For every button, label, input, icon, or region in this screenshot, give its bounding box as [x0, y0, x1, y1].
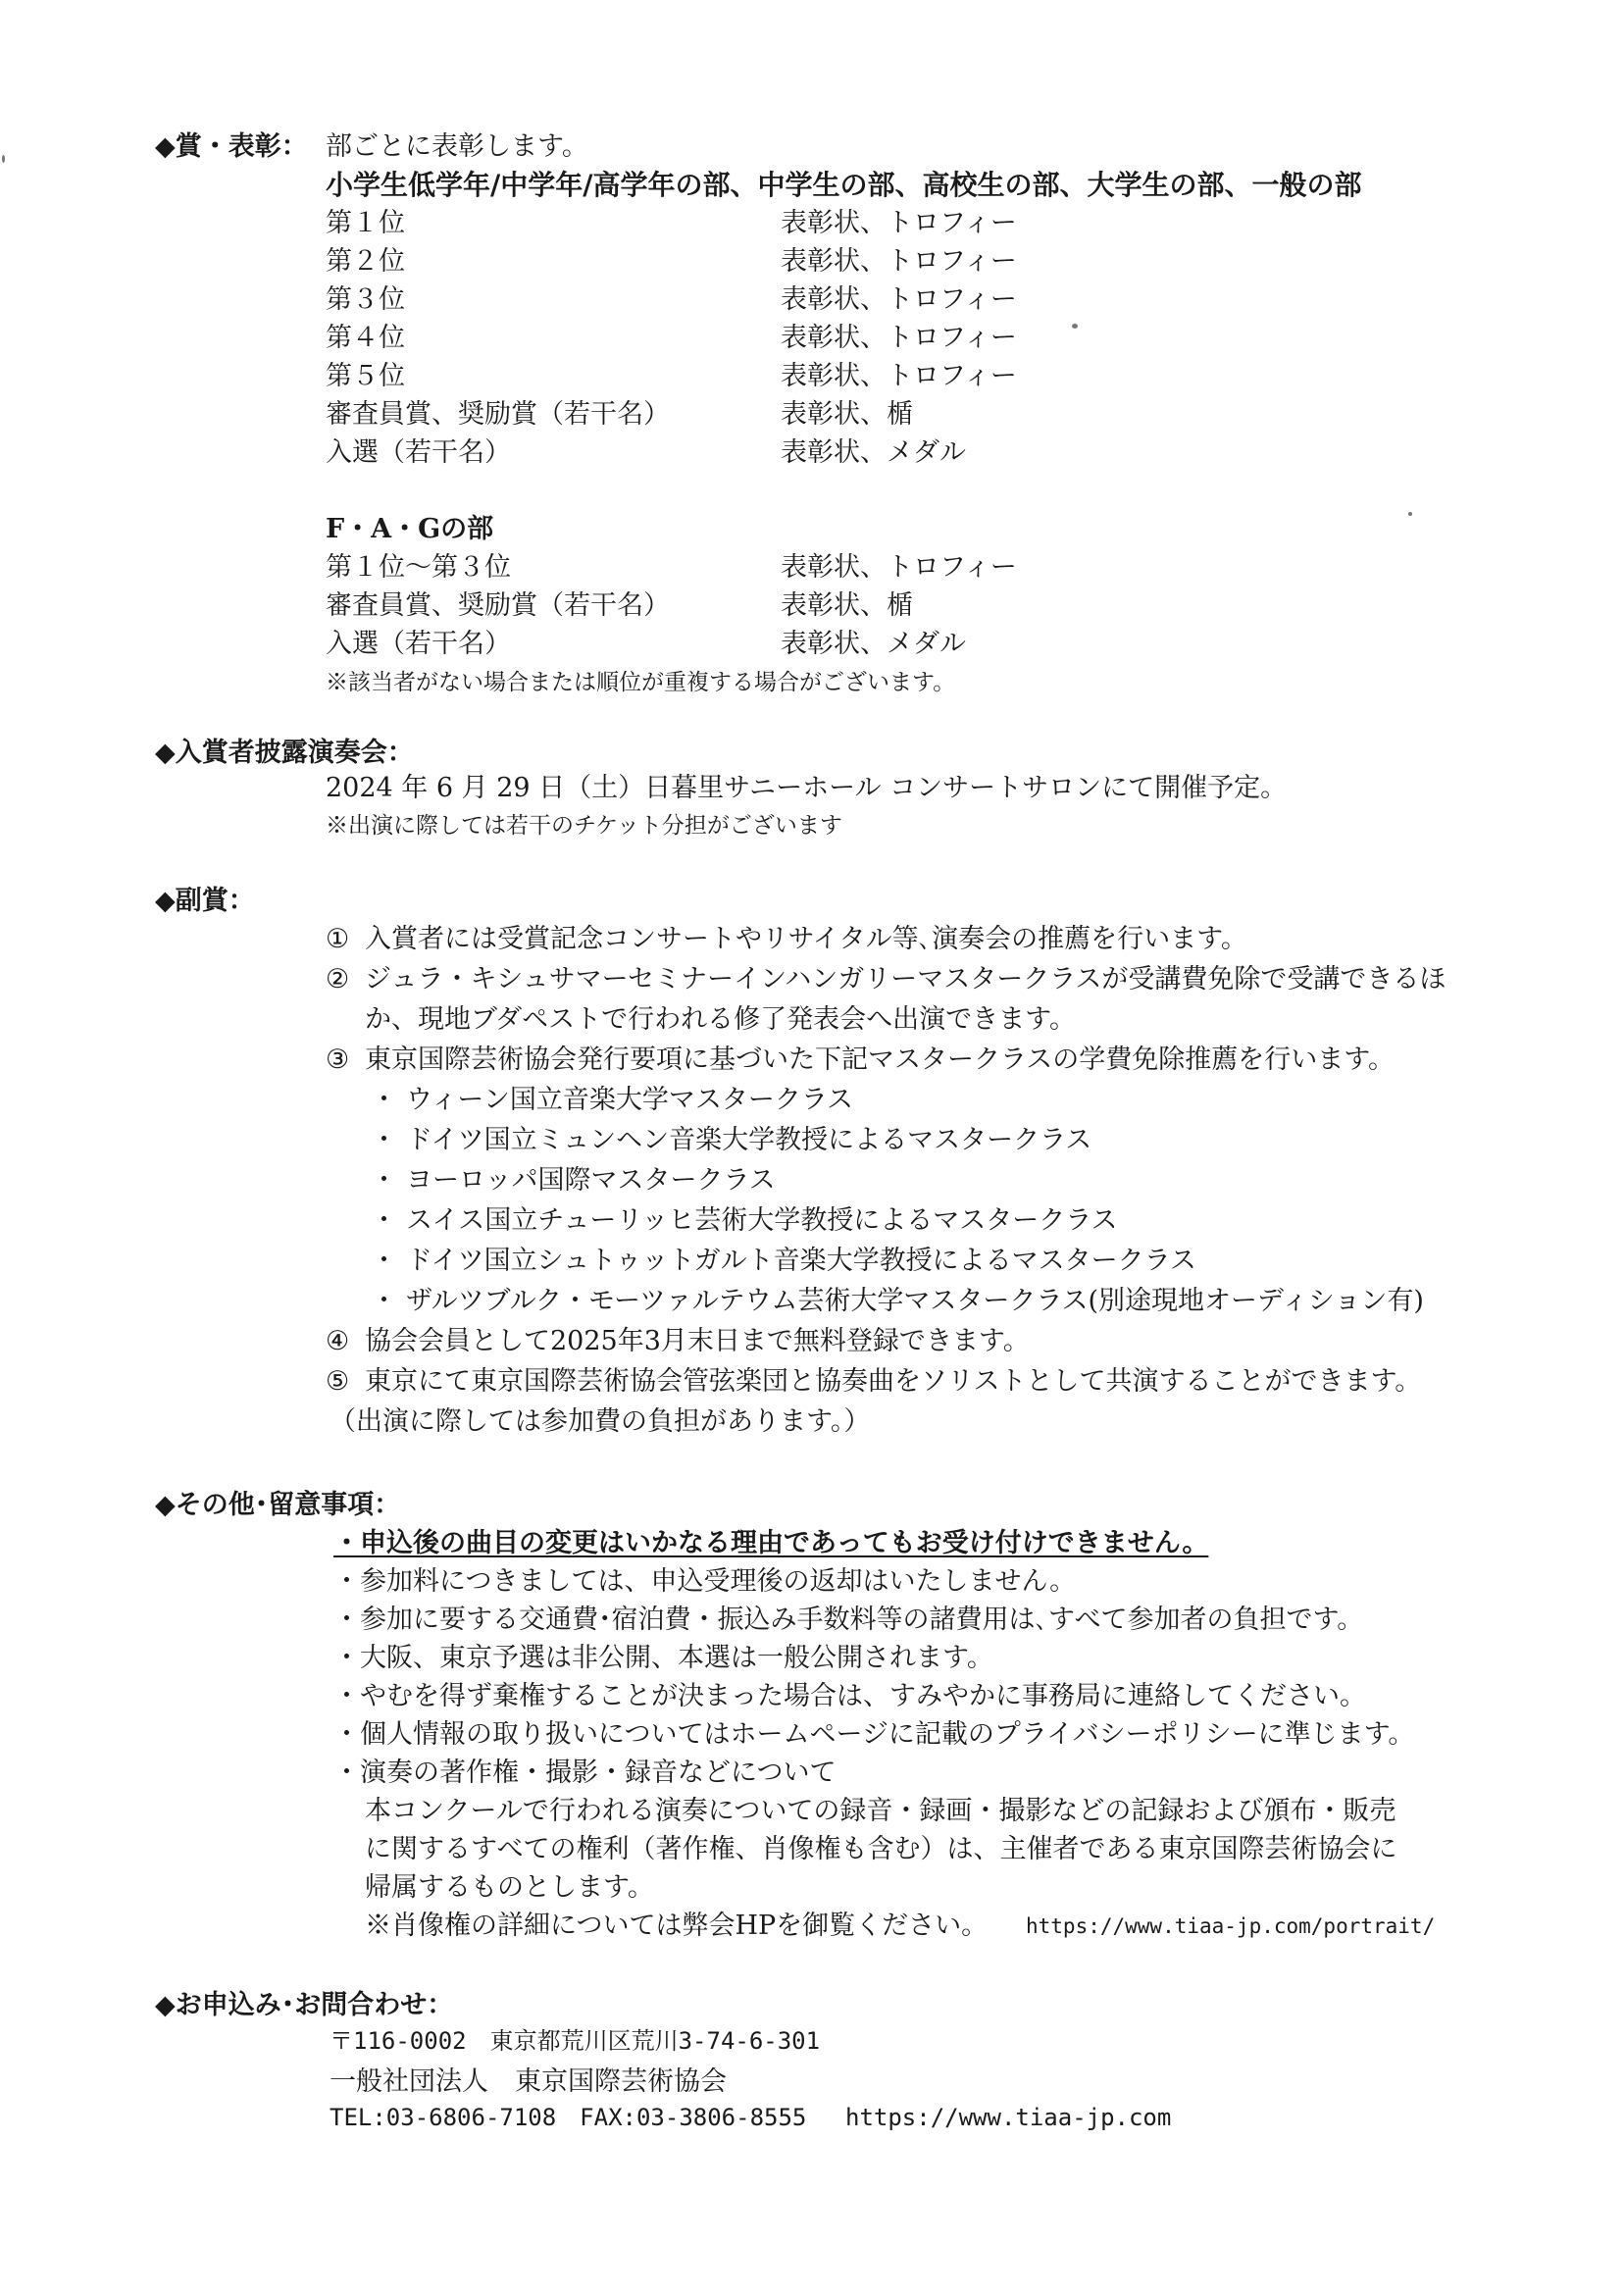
notice-item: ・個人情報の取り扱いについてはホームページに記載のプライバシーポリシーに準じます。 [333, 1719, 1415, 1750]
bullet: ・ [371, 1246, 397, 1276]
scan-speck [1408, 512, 1412, 516]
award-prize: 表彰状、トロフィー [781, 361, 1017, 391]
notice-item: ・大阪、東京予選は非公開、本選は一般公開されます。 [333, 1643, 993, 1673]
masterclass-item: ドイツ国立ミュンヘン音楽大学教授によるマスタークラス [406, 1125, 1092, 1155]
bullet: ・ [371, 1165, 397, 1196]
award-rank: 第４位 [326, 323, 405, 353]
award-prize: 表彰状、楯 [781, 399, 913, 430]
award-prize: 表彰状、トロフィー [781, 552, 1017, 583]
awards-intro: 部ごとに表彰します。 [326, 131, 588, 162]
award-prize: 表彰状、トロフィー [781, 246, 1017, 277]
masterclass-item: スイス国立チューリッヒ芸術大学教授によるマスタークラス [406, 1205, 1118, 1236]
award-prize: 表彰状、メダル [781, 629, 966, 659]
award-rank: 入選（若干名） [326, 629, 511, 659]
awards-note: ※該当者がない場合または順位が重複する場合がございます。 [326, 670, 956, 695]
award-rank: 第１位～第３位 [326, 552, 511, 583]
award-rank: 第２位 [326, 246, 405, 277]
contact-tel-fax: TEL:03-6806-7108 FAX:03-3806-8555 [330, 2104, 807, 2131]
fag-division-title: F・A・Gの部 [326, 514, 494, 544]
award-rank: 第３位 [326, 284, 405, 315]
award-prize: 表彰状、楯 [781, 590, 913, 621]
bullet: ・ [371, 1085, 397, 1115]
masterclass-item: ドイツ国立シュトゥットガルト音楽大学教授によるマスタークラス [406, 1246, 1196, 1276]
item-number: ④ [326, 1326, 350, 1356]
portrait-note: ※肖像権の詳細については弊会HPを御覧ください。 [365, 1911, 989, 1941]
award-rank: 審査員賞、奨励賞（若干名） [326, 590, 670, 621]
masterclass-item: ウィーン国立音楽大学マスタークラス [406, 1085, 854, 1115]
bullet: ・ [371, 1286, 397, 1316]
notice-item: ・参加料につきましては、申込受理後の返却はいたしません。 [333, 1566, 1077, 1597]
scan-speck [2, 155, 5, 163]
award-prize: 表彰状、トロフィー [781, 284, 1017, 315]
extra-prize-text: 東京国際芸術協会発行要項に基づいた下記マスタークラスの学費免除推薦を行います。 [365, 1045, 1396, 1075]
extra-prize-text: 協会会員として2025年3月末日まで無料登録できます。 [365, 1326, 1030, 1356]
contact-heading: ◆お申込み･お問合わせ： [155, 1990, 454, 2020]
extra-prize-text: か、現地ブダペストで行われる修了発表会へ出演できます。 [365, 1004, 1076, 1035]
contact-url-link[interactable]: https://www.tiaa-jp.com [845, 2104, 1172, 2131]
item-number: ② [326, 964, 350, 994]
copyright-text: 本コンクールで行われる演奏についての録音・録画・撮影などの記録および頒布・販売 [365, 1796, 1396, 1826]
award-prize: 表彰状、メダル [781, 437, 966, 468]
contact-organization: 一般社団法人 東京国際芸術協会 [330, 2066, 727, 2097]
notice-item: ・参加に要する交通費･宿泊費・振込み手数料等の諸費用は､すべて参加者の負担です。 [333, 1605, 1364, 1635]
award-rank: 審査員賞、奨励賞（若干名） [326, 399, 670, 430]
award-prize: 表彰状、トロフィー [781, 323, 1017, 353]
awards-heading: ◆賞・表彰： [155, 131, 308, 162]
concert-heading: ◆入賞者披露演奏会： [155, 738, 414, 768]
notice-item: ・やむを得ず棄権することが決まった場合は、すみやかに事務局に連絡してください。 [333, 1681, 1366, 1711]
award-rank: 第１位 [326, 208, 405, 238]
extra-prize-text: 入賞者には受賞記念コンサートやリサイタル等､演奏会の推薦を行います。 [365, 924, 1247, 954]
copyright-text: に関するすべての権利（著作権、肖像権も含む）は、主催者である東京国際芸術協会に [365, 1834, 1397, 1864]
notes-heading: ◆その他･留意事項： [155, 1490, 401, 1520]
item-number: ③ [326, 1045, 350, 1075]
masterclass-item: ザルツブルク・モーツァルテウム芸術大学マスタークラス(別途現地オーディション有) [406, 1286, 1424, 1316]
extra-prize-text: 東京にて東京国際芸術協会管弦楽団と協奏曲をソリストとして共演することができます。 [365, 1366, 1422, 1397]
concert-note: ※出演に際しては若干のチケット分担がございます [326, 813, 842, 839]
award-prize: 表彰状、トロフィー [781, 208, 1017, 238]
notice-item: ・演奏の著作権・撮影・録音などについて [333, 1758, 837, 1788]
item-number: ① [326, 924, 350, 954]
portrait-url-link[interactable]: https://www.tiaa-jp.com/portrait/ [1026, 1914, 1436, 1938]
award-rank: 第５位 [326, 361, 405, 391]
extra-prize-text: ジュラ・キシュサマーセミナーインハンガリーマスタークラスが受講費免除で受講できるほ [365, 964, 1446, 994]
contact-address: 〒116-0002 東京都荒川区荒川3-74-6-301 [330, 2027, 821, 2055]
bullet: ・ [371, 1205, 397, 1236]
award-rank: 入選（若干名） [326, 437, 511, 468]
extra-prizes-heading: ◆副賞： [155, 886, 255, 916]
copyright-text: 帰属するものとします。 [365, 1872, 654, 1903]
item-number: ⑤ [326, 1366, 350, 1397]
extra-prize-note: （出演に際しては参加費の負担があります。） [330, 1406, 871, 1437]
awards-divisions-title: 小学生低学年/中学年/高学年の部、中学生の部、高校生の部、大学生の部、一般の部 [326, 169, 1362, 201]
concert-text: 2024 年 6 月 29 日（土）日暮里サニーホール コンサートサロンにて開催予定。 [326, 773, 1288, 803]
masterclass-item: ヨーロッパ国際マスタークラス [406, 1165, 776, 1196]
notice-item-important: ・申込後の曲目の変更はいかなる理由であってもお受け付けできません。 [333, 1528, 1209, 1558]
bullet: ・ [371, 1125, 397, 1155]
scan-speck [1072, 324, 1078, 329]
